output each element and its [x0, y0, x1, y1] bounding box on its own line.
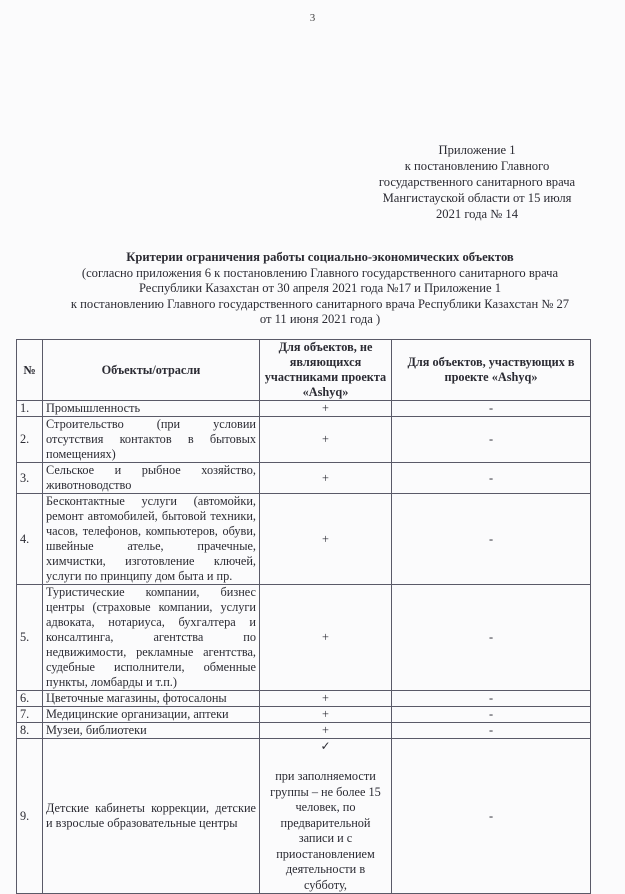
table-row [17, 401, 591, 417]
row-number: 8. [17, 723, 43, 739]
row-object: Промышленность [43, 401, 260, 417]
row-non-participants: + [260, 401, 392, 417]
row-participants: - [392, 723, 591, 739]
row-number: 6. [17, 691, 43, 707]
row-number: 5. [17, 585, 43, 691]
checkmark-icon: ✓ [320, 739, 331, 753]
table-row [17, 723, 591, 739]
table-row [17, 494, 591, 585]
row-non-participants: + [260, 707, 392, 723]
header-objects: Объекты/отрасли [43, 340, 260, 401]
row-non-participants-cell [260, 739, 392, 894]
row-object: Сельское и рыбное хозяйство, животноводство [43, 463, 260, 494]
row-participants: - [392, 417, 591, 463]
header-non-participants: Для объектов, не являющихся участниками проекта «Ashyq» [260, 340, 392, 401]
row-non-participants: + [260, 723, 392, 739]
appendix-line: 2021 года № 14 [435, 207, 519, 221]
row-participants: - [392, 494, 591, 585]
row-object: Детские кабинеты коррекции, детские и взрослые образовательные центры [43, 739, 260, 894]
row-number: 4. [17, 494, 43, 585]
row-non-participants: + [260, 494, 392, 585]
appendix-line: к постановлению Главного [404, 159, 550, 173]
row-participants: - [392, 401, 591, 417]
row-participants: - [392, 739, 591, 894]
table-row [17, 585, 591, 691]
row-number: 9. [17, 739, 43, 894]
row-non-participants: + [260, 417, 392, 463]
row-number: 3. [17, 463, 43, 494]
row-participants: - [392, 585, 591, 691]
row-object: Цветочные магазины, фотосалоны [43, 691, 260, 707]
header-participants: Для объектов, участвующих в проекте «Ashyq» [392, 340, 591, 401]
appendix-line: государственного санитарного врача [378, 175, 576, 189]
row-participants: - [392, 463, 591, 494]
appendix-reference [372, 142, 582, 222]
row-participants: - [392, 707, 591, 723]
subtitle-line: (согласно приложения 6 к постановлению Главного государственного санитарного врача [81, 265, 559, 280]
appendix-line: Мангистауской области от 15 июля [382, 191, 572, 205]
table-row [17, 707, 591, 723]
table-header-row [17, 340, 591, 401]
appendix-line: Приложение 1 [438, 143, 516, 157]
document-heading [40, 250, 600, 328]
table-row [17, 691, 591, 707]
row-non-participants-condition: при заполняемости группы – не более 15 человек, по предварительной записи и с приостановлением деятельности в субботу, [270, 769, 381, 892]
criteria-table [16, 339, 591, 894]
table-row [17, 417, 591, 463]
document-title: Критерии ограничения работы социально-экономических объектов [126, 250, 514, 264]
table-row [17, 463, 591, 494]
table-row [17, 739, 591, 894]
row-object: Музеи, библиотеки [43, 723, 260, 739]
row-object: Строительство (при условии отсутствия контактов в бытовых помещениях) [43, 417, 260, 463]
row-non-participants: + [260, 463, 392, 494]
row-number: 1. [17, 401, 43, 417]
row-object: Туристические компании, бизнес центры (страховые компании, услуги адвоката, нотариуса, бухгалтера и консалтинга, агентства по недвижимости, рекламные агентства, судебные исполнители, обменные пункты, ломбарды и т.п.) [43, 585, 260, 691]
header-number: № [17, 340, 43, 401]
row-participants: - [392, 691, 591, 707]
row-object: Медицинские организации, аптеки [43, 707, 260, 723]
row-non-participants: + [260, 585, 392, 691]
row-number: 7. [17, 707, 43, 723]
subtitle-line: к постановлению Главного государственного санитарного врача Республики Казахстан № 27 [70, 296, 570, 311]
row-object: Бесконтактные услуги (автомойки, ремонт автомобилей, бытовой техники, часов, телефонов, компьютеров, обуви, швейные ателье, прачечные, химчистки, изготовление ключей, услуги по принципу дом быта и пр. [43, 494, 260, 585]
row-non-participants: + [260, 691, 392, 707]
subtitle-line: от 11 июня 2021 года ) [259, 312, 381, 326]
subtitle-line: Республики Казахстан от 30 апреля 2021 года №17 и Приложение 1 [138, 281, 502, 295]
row-number: 2. [17, 417, 43, 463]
page-number: 3 [309, 12, 316, 24]
